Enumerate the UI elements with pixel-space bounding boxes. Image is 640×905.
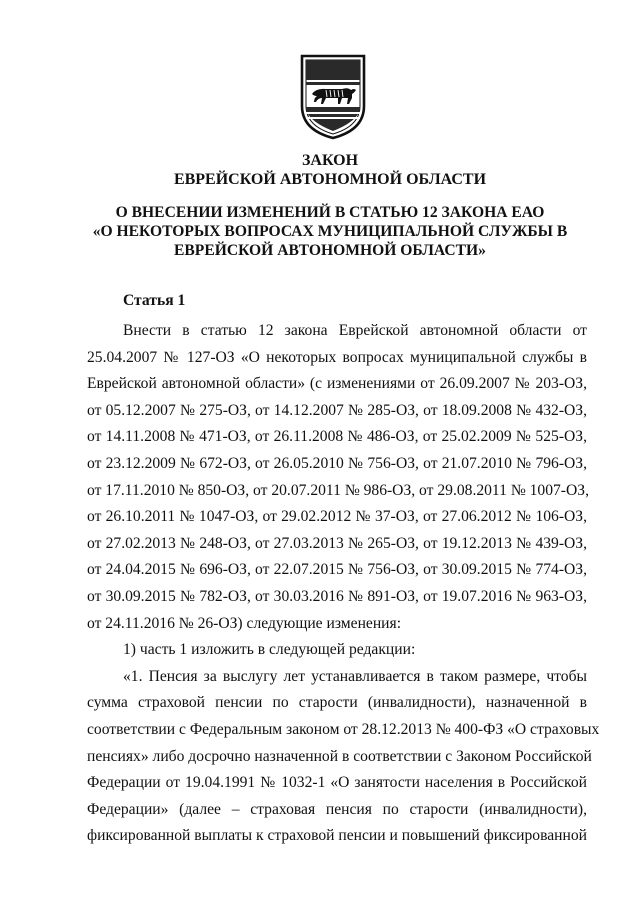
body-line: 25.04.2007 № 127-ОЗ «О некоторых вопросах муниципальной службы в	[87, 348, 587, 366]
law-subject	[70, 203, 590, 260]
article-body	[87, 318, 600, 850]
body-line: Федерации от 19.04.1991 № 1032-1 «О занятости населения в Российской	[87, 774, 587, 792]
law-subject-line: «О НЕКОТОРЫХ ВОПРОСАХ МУНИЦИПАЛЬНОЙ СЛУЖБЫ В	[92, 223, 568, 240]
body-line: от 05.12.2007 № 275-ОЗ, от 14.12.2007 № 285-ОЗ, от 18.09.2008 № 432-ОЗ,	[87, 401, 587, 419]
body-line: пенсиях» либо досрочно назначенной в соответствии с Законом Российской	[87, 747, 592, 765]
body-line: Федерации» (далее – страховая пенсия по старости (инвалидности),	[87, 800, 587, 818]
body-line: сумма страховой пенсии по старости (инвалидности), назначенной в	[87, 694, 587, 712]
body-line: от 23.12.2009 № 672-ОЗ, от 26.05.2010 № 756-ОЗ, от 21.07.2010 № 796-ОЗ,	[87, 454, 587, 472]
body-line: Внести в статью 12 закона Еврейской автономной области от	[123, 322, 587, 339]
law-subject-line: ЕВРЕЙСКОЙ АВТОНОМНОЙ ОБЛАСТИ»	[174, 242, 486, 259]
law-subject-line: О ВНЕСЕНИИ ИЗМЕНЕНИЙ В СТАТЬЮ 12 ЗАКОНА ЕАО	[115, 204, 545, 221]
coat-of-arms-emblem	[296, 52, 370, 140]
body-line: «1. Пенсия за выслугу лет устанавливается в таком размере, чтобы	[123, 667, 587, 685]
body-line: от 24.11.2016 № 26-ОЗ) следующие изменения:	[87, 614, 402, 632]
article-heading: Статья 1	[123, 292, 186, 309]
body-line: фиксированной выплаты к страховой пенсии и повышений фиксированной	[87, 827, 588, 845]
body-line: от 14.11.2008 № 471-ОЗ, от 26.11.2008 № 486-ОЗ, от 25.02.2009 № 525-ОЗ,	[87, 428, 587, 446]
body-line: 1) часть 1 изложить в следующей редакции:	[123, 641, 416, 659]
body-line: от 24.04.2015 № 696-ОЗ, от 22.07.2015 № 756-ОЗ, от 30.09.2015 № 774-ОЗ,	[87, 561, 587, 579]
law-title: ЗАКОН	[301, 152, 359, 169]
body-line: соответствии с Федеральным законом от 28.12.2013 № 400-ФЗ «О страховых	[87, 720, 600, 738]
law-region: ЕВРЕЙСКОЙ АВТОНОМНОЙ ОБЛАСТИ	[173, 171, 487, 188]
body-line: от 17.11.2010 № 850-ОЗ, от 20.07.2011 № 986-ОЗ, от 29.08.2011 № 1007-ОЗ,	[87, 481, 589, 499]
body-line: от 26.10.2011 № 1047-ОЗ, от 29.02.2012 № 37-ОЗ, от 27.06.2012 № 106-ОЗ,	[87, 508, 587, 526]
body-line: от 30.09.2015 № 782-ОЗ, от 30.03.2016 № 891-ОЗ, от 19.07.2016 № 963-ОЗ,	[87, 587, 587, 605]
body-line: Еврейской автономной области» (с изменениями от 26.09.2007 № 203-ОЗ,	[87, 375, 587, 393]
body-line: от 27.02.2013 № 248-ОЗ, от 27.03.2013 № 265-ОЗ, от 19.12.2013 № 439-ОЗ,	[87, 534, 587, 552]
